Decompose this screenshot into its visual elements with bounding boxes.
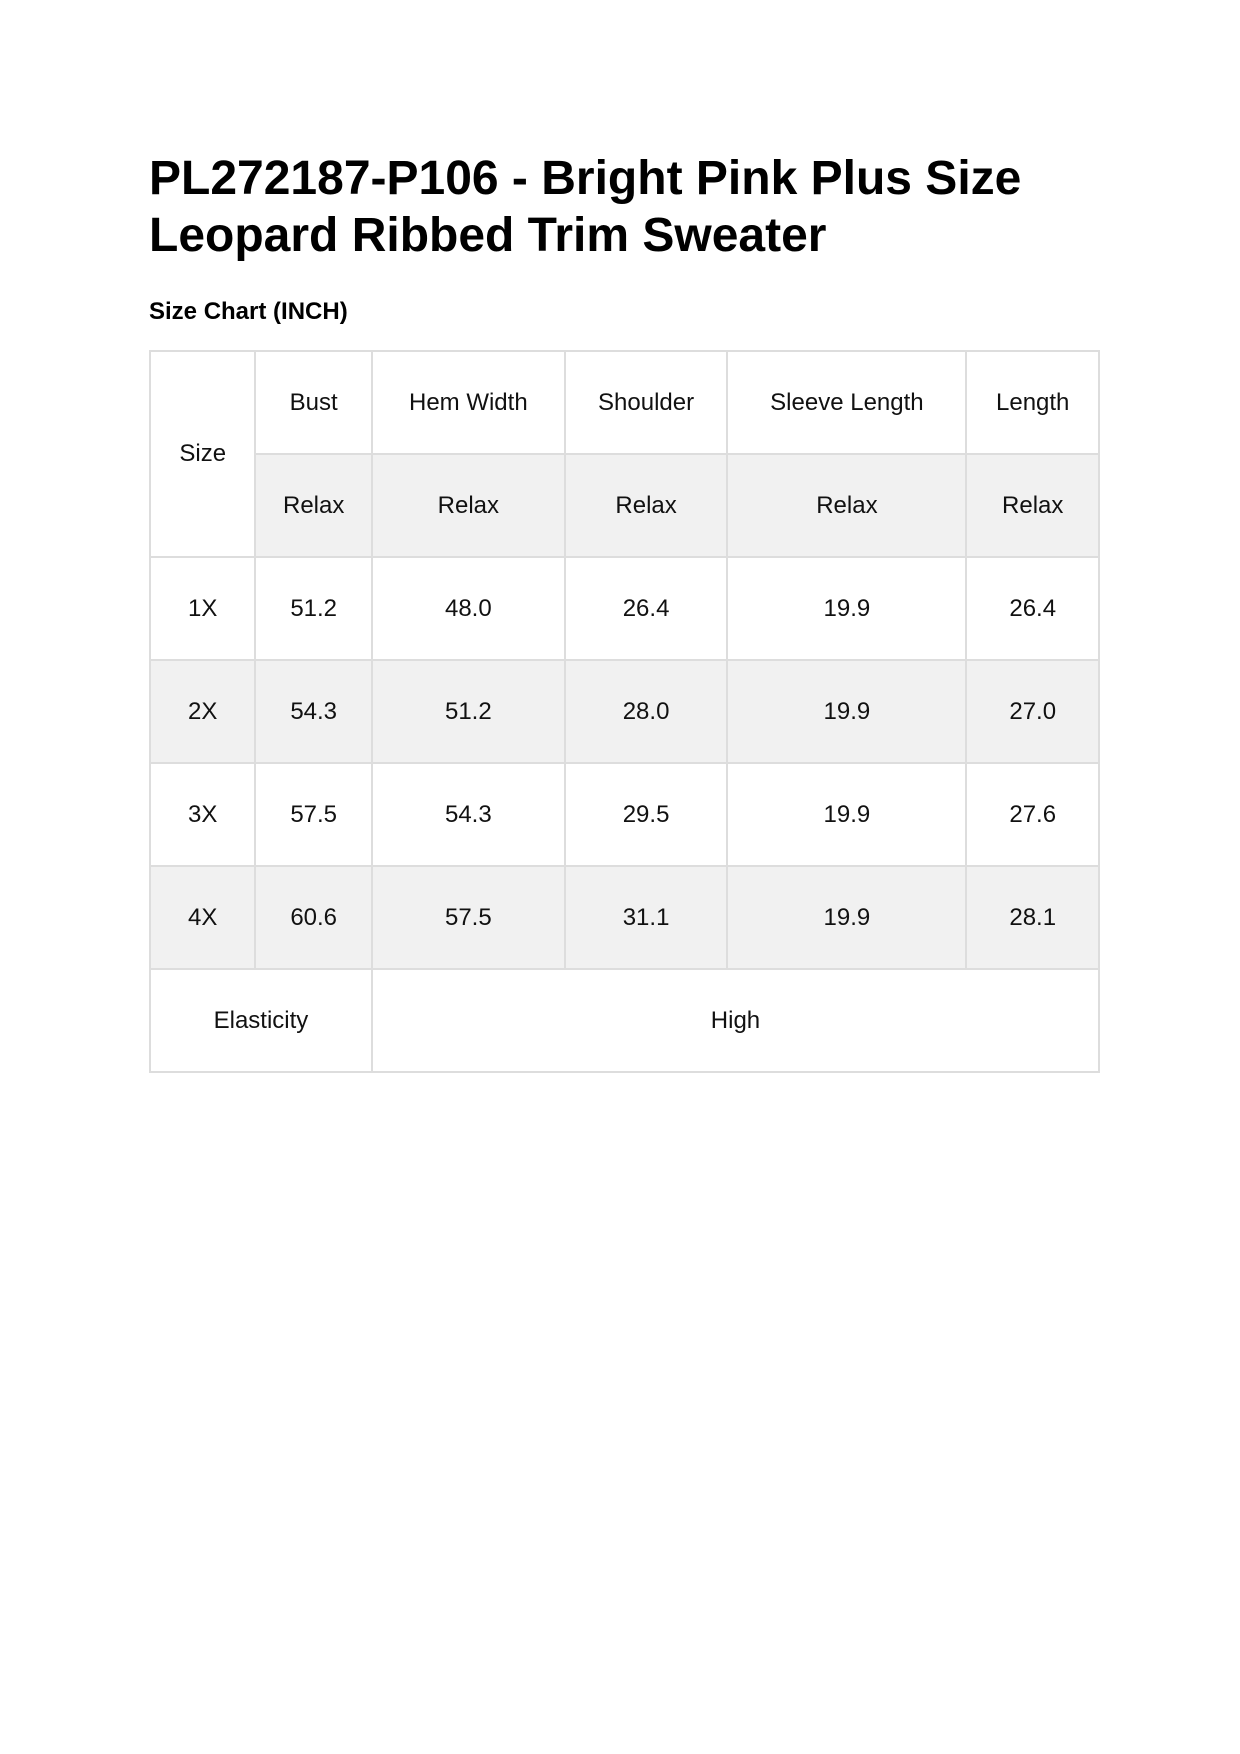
sleeve-length-cell: 19.9 — [727, 866, 966, 969]
sleeve-length-cell: 19.9 — [727, 660, 966, 763]
page-title: PL272187-P106 - Bright Pink Plus Size Leopard Ribbed Trim Sweater — [149, 152, 1022, 262]
fit-label-length: Relax — [966, 454, 1099, 557]
elasticity-label: Elasticity — [150, 969, 372, 1072]
column-header-bust: Bust — [255, 351, 371, 454]
hem-width-cell: 48.0 — [372, 557, 565, 660]
length-cell: 27.0 — [966, 660, 1099, 763]
fit-label-hem-width: Relax — [372, 454, 565, 557]
fit-label-bust: Relax — [255, 454, 371, 557]
hem-width-cell: 51.2 — [372, 660, 565, 763]
hem-width-cell: 57.5 — [372, 866, 565, 969]
shoulder-cell: 31.1 — [565, 866, 728, 969]
sleeve-length-cell: 19.9 — [727, 557, 966, 660]
length-cell: 26.4 — [966, 557, 1099, 660]
size-chart-table — [149, 350, 1100, 1073]
size-cell: 1X — [150, 557, 255, 660]
fit-label-shoulder: Relax — [565, 454, 728, 557]
shoulder-cell: 26.4 — [565, 557, 728, 660]
length-cell: 28.1 — [966, 866, 1099, 969]
fit-row — [150, 454, 1099, 557]
fit-label-sleeve-length: Relax — [727, 454, 966, 557]
bust-cell: 54.3 — [255, 660, 371, 763]
elasticity-value: High — [372, 969, 1099, 1072]
table-row — [150, 557, 1099, 660]
length-cell: 27.6 — [966, 763, 1099, 866]
column-header-length: Length — [966, 351, 1099, 454]
bust-cell: 60.6 — [255, 866, 371, 969]
sleeve-length-cell: 19.9 — [727, 763, 966, 866]
bust-cell: 57.5 — [255, 763, 371, 866]
column-header-sleeve-length: Sleeve Length — [727, 351, 966, 454]
size-header-cell: Size — [150, 351, 255, 557]
table-row — [150, 763, 1099, 866]
size-cell: 2X — [150, 660, 255, 763]
column-header-hem-width: Hem Width — [372, 351, 565, 454]
elasticity-row — [150, 969, 1099, 1072]
header-row — [150, 351, 1099, 454]
size-cell: 4X — [150, 866, 255, 969]
hem-width-cell: 54.3 — [372, 763, 565, 866]
column-header-shoulder: Shoulder — [565, 351, 728, 454]
table-row — [150, 866, 1099, 969]
size-chart-subtitle: Size Chart (INCH) — [149, 298, 348, 325]
table-row — [150, 660, 1099, 763]
size-cell: 3X — [150, 763, 255, 866]
bust-cell: 51.2 — [255, 557, 371, 660]
shoulder-cell: 29.5 — [565, 763, 728, 866]
shoulder-cell: 28.0 — [565, 660, 728, 763]
